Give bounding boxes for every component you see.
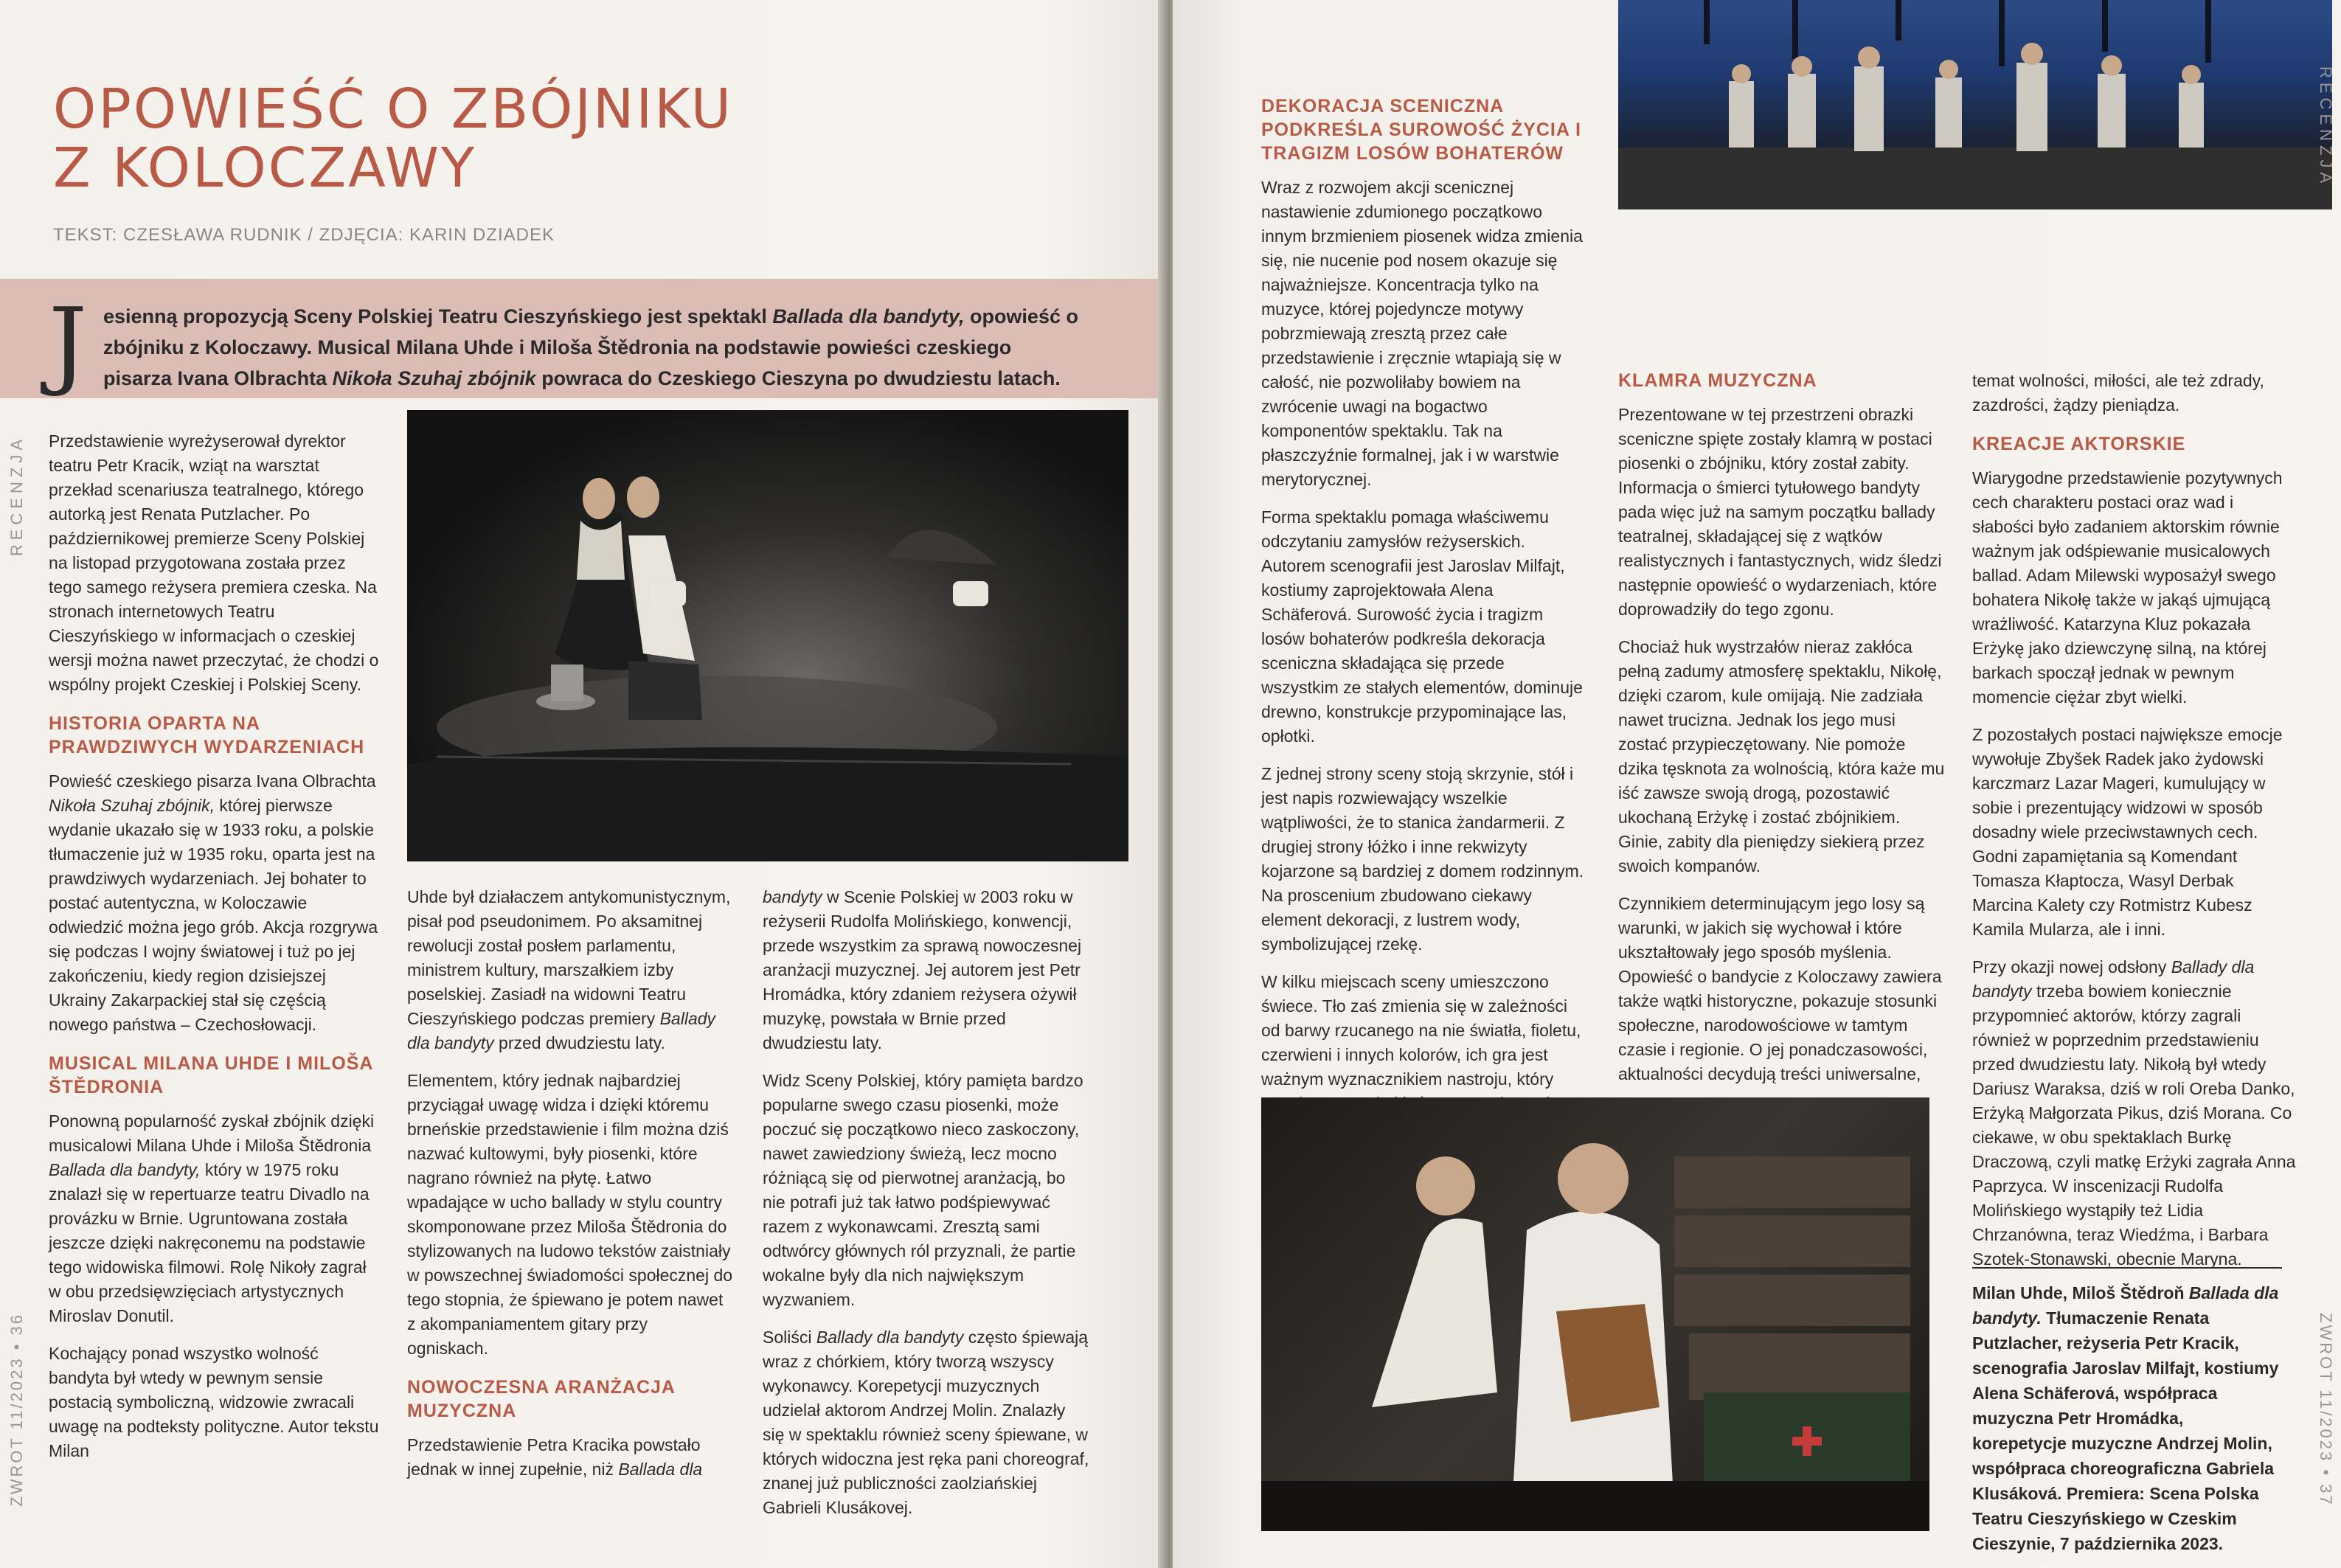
col4-p2: Forma spektaklu pomaga właściwemu odczytaniu zamysłów reżyserskich. Autorem scenografii jest Jaroslav Milfajt, kostiumy zaprojektowała Alena Schäferová. Surowość życia i tragizm losów bohaterów podkreśla dekoracja sceniczna składająca się przede wszystkim ze stałych elementów, dominuje drewno, konstrukcje przypominające las, opłotki. (1261, 507, 1583, 746)
col1-p2-a: Powieść czeskiego pisarza Ivana Olbrachta (49, 771, 376, 791)
col5-p3: Czynnikiem determinującym jego losy są warunki, w jakich się wychował i które ukształtowały jego sposób myślenia. Opowieść o bandycie z Koloczawy zawiera także wątki historyczne, pokazuje stosunki społeczne, narodowościowe w tamtym czasie i regionie. O jej ponadczasowości, aktualności decydują treści uniwersalne, (1618, 894, 1942, 1083)
lead-text-3: powraca do Czeskiego Cieszyna po dwudziestu latach. (535, 367, 1061, 389)
column-6 (1972, 369, 2297, 1285)
col2-p3-em: Ballada dla (618, 1460, 703, 1479)
stage-photo-ensemble (1618, 0, 2332, 209)
infobox-title-em: Ballada dla bandyty. (1972, 1283, 2279, 1328)
col3-p3-a: Soliści (763, 1328, 816, 1347)
column-5 (1618, 369, 1946, 1100)
column-3 (763, 885, 1090, 1533)
col5-p1: Prezentowane w tej przestrzeni obrazki sceniczne spięte zostały klamrą w postaci piosenki o zbójniku, który został zabity. Informacja o śmierci tytułowego bandyty pada więc już na samym początku ballady teatralnej, składającej się z wątków realistycznych i fantastycznych, widz śledzi następnie opowieść o wydarzeniach, które doprowadziły do tego zgonu. (1618, 405, 1942, 619)
infobox-details: Tłumaczenie Renata Putzlacher, reżyseria Petr Kracik, scenografia Jaroslav Milfajt, kostiumy Alena Schäferová, współpraca muzyczna Petr Hromádka, korepetycje muzyczne Andrzej Molin, współpraca choreograficzna Gabriela Klusáková. Premiera: Scena Polska Teatru Cieszyńskiego w Czeskim Cieszynie, 7 października 2023. (1972, 1308, 2279, 1553)
col3-p3-em: Ballady dla bandyty (816, 1328, 964, 1347)
column-1 (49, 429, 379, 1477)
col6-p4 (1972, 955, 2297, 1272)
col2-p1 (407, 885, 733, 1055)
folio-left: ZWROT 11/2023 • 36 (7, 1313, 26, 1507)
col1-p3 (49, 1109, 379, 1328)
stage-photo-couple (407, 410, 1128, 861)
drop-cap: J (49, 287, 88, 399)
col6-p4-em: Ballady dla bandyty (1972, 957, 2255, 1001)
col6-p4-a: Przy okazji nowej odsłony (1972, 957, 2171, 976)
col1-heading-1: HISTORIA OPARTA NA PRAWDZIWYCH WYDARZENIACH (49, 713, 365, 757)
lead-title-em: Ballada dla bandyty, (772, 305, 965, 327)
column-4 (1261, 94, 1586, 1154)
col1-p2 (49, 769, 379, 1037)
col6-p2: Wiarygodne przedstawienie pozytywnych cech charakteru postaci oraz wad i słabości było zadaniem aktorskim równie ważnym jak odśpiewanie musicalowych ballad. Adam Milewski wyposażył swego bohatera Nikołę także w jakąś ujmującą wrażliwość. Katarzyna Kluz pokazała Erżykę jako dziewczynę silną, na której barkach spoczął jednak w pewnym momencie ciężar zbyt wielki. (1972, 468, 2283, 707)
stage-photo-duo-art (1261, 1097, 1929, 1531)
col5-heading-1: KLAMRA MUZYCZNA (1618, 370, 1817, 391)
stage-photo-couple-art (407, 410, 1128, 861)
col1-heading-2: MUSICAL MILANA UHDE I MILOŠA ŠTĚDRONIA (49, 1053, 373, 1097)
folio-right: ZWROT 11/2023 • 37 (2317, 1313, 2335, 1507)
col4-p1: Wraz z rozwojem akcji scenicznej nastawienie zdumionego początkowo innym brzmieniem piosenek widza zmienia się, nie nucenie pod nosem okazuje się najważniejsze. Koncentracja tylko na muzyce, której pojedyncze motywy pobrzmiewają zresztą przez całe przedstawienie i zręcznie wtapiają się w całość, nie pozwoliłaby bowiem na zwrócenie uwagi na bogactwo komponentów spektaklu. Tak na płaszczyźnie formalnej, jak i w warstwie merytorycznej. (1261, 178, 1583, 489)
col6-heading-1: KREACJE AKTORSKIE (1972, 434, 2186, 454)
col1-p4: Kochający ponad wszystko wolność bandyta był wtedy w pewnym sensie postacią symboliczną, widzowie zwracali uwagę na podteksty polityczne. Autor tekstu Milan (49, 1344, 379, 1460)
col5-p2: Chociaż huk wystrzałów nieraz zakłóca pełną zadumy atmosferę spektaklu, Nikołę, dzięki czarom, kule omijają. Nie zadziała nawet trucizna. Jednak los jego musi zostać przypieczętowany. Nie pomoże dzika tęsknota za wolnością, która każe mu iść zawsze swoją drogą, pozostawić ukochaną Erżykę i zostać zbójnikiem. Ginie, zabity dla pieniędzy siekierą przez swoich kompanów. (1618, 637, 1945, 875)
col3-p1-em: bandyty (763, 887, 822, 906)
col6-p1: temat wolności, miłości, ale też zdrady, zazdrości, żądzy pieniądza. (1972, 371, 2264, 414)
col2-p1-a: Uhde był działaczem antykomunistycznym, pisał pod pseudonimem. Po aksamitnej rewolucji został posłem parlamentu, ministrem kultury, marszałkiem izby poselskiej. Zasiadł na widowni Teatru Cieszyńskiego podczas premiery (407, 887, 731, 1028)
col3-p2: Widz Sceny Polskiej, który pamięta bardzo popularne swego czasu piosenki, może poczuć się początkowo nieco zaskoczony, nawet zawiedziony świeżą, lecz mocno różniącą się od pierwotnej aranżacją, bo nie potrafi już tak łatwo podśpiewywać razem z wykonawcami. Zresztą sami odtwórcy głównych ról przyznali, że partie wokalne były dla nich największym wyzwaniem. (763, 1071, 1083, 1309)
lead-paragraph (103, 301, 1084, 394)
col1-p3-em: Ballada dla bandyty, (49, 1160, 201, 1179)
stage-photo-ensemble-art (1618, 0, 2332, 209)
col2-p3 (407, 1433, 733, 1482)
col2-p1-em: Ballady dla bandyty (407, 1009, 716, 1052)
infobox-authors: Milan Uhde, Miloš Štědroň (1972, 1283, 2189, 1302)
col3-p3 (763, 1325, 1090, 1520)
col3-p1 (763, 885, 1090, 1055)
lead-book-em: Nikoła Szuhaj zbójnik (332, 367, 536, 389)
section-label-right: RECENZJA (2317, 66, 2335, 188)
section-label-left: RECENZJA (7, 435, 26, 557)
col1-p2-b: której pierwsze wydanie ukazało się w 1933 roku, a polskie tłumaczenie już w 1935 roku, oparta jest na prawdziwych wydarzeniach. Jej bohater to postać autentyczna, w Koloczawie odwiedzić można jego grób. Akcja rozgrywa się podczas I wojny światowej i tuż po jej zakończeniu, kiedy region dzisiejszej Ukrainy Zakarpackiej stał się częścią nowego państwa – Czechosłowacji. (49, 796, 378, 1034)
article-credits: TEKST: CZESŁAWA RUDNIK / ZDJĘCIA: KARIN DZIADEK (53, 225, 555, 245)
lead-text-2: opowieść o zbójniku z Koloczawy. Musical Milana Uhde i Miloša Štědronia na podstawie powieści czeskiego pisarza Ivana Olbrachta (103, 305, 1078, 389)
col1-p1: Przedstawienie wyreżyserował dyrektor teatru Petr Kracik, wziąt na warsztat przekład scenariusza teatralnego, którego autorką jest Renata Putzlacher. Po październikowej premierze Sceny Polskiej na listopad przygotowana została przez tego samego reżysera premiera czeska. Na stronach internetowych Teatru Cieszyńskiego w informacjach o czeskiej wersji można nawet przeczytać, że chodzi o wspólny projekt Czeskiej i Polskiej Sceny. (49, 431, 379, 694)
col2-p2: Elementem, który jednak najbardziej przyciągał uwagę widza i dzięki któremu brneńskie przedstawienie i film można dziś nazwać kultowymi, były piosenki, które nagrano również na płytę. Łatwo wpadające w ucho ballady w stylu country skomponowane przez Miloša Štědronia do stylizowanych na ludowo tekstów zaistniały w powszechnej świadomości społecznej do tego stopnia, że śpiewano je potem nawet z akompaniamentem gitary przy ogniskach. (407, 1071, 733, 1358)
col4-p4: W kilku miejscach sceny umieszczono świece. Tło zaś zmienia się w zależności od barwy rzucanego na nie światła, fioletu, czerwieni i innych kolorów, ich gra jest ważnym wyznacznikiem nastroju, który (1261, 972, 1581, 1089)
left-page (0, 0, 1164, 1568)
col1-p3-b: który w 1975 roku znalazł się w repertuarze teatru Divadlo na provázku w Brnie. Ugruntowana została jeszcze dzięki nakręconemu na podstawie tego widowiska filmowi. Rolę Nikoły zagrał w obu przedsięwzięciach artystycznych Miroslav Donutil. (49, 1160, 370, 1325)
column-2 (407, 885, 733, 1495)
col1-p3-a: Ponowną popularność zyskał zbójnik dzięki musicalowi Milana Uhde i Miloša Štědronia (49, 1111, 375, 1155)
right-page (1173, 0, 2341, 1568)
col1-p2-em: Nikoła Szuhaj zbójnik, (49, 796, 215, 815)
col6-p4-b: trzeba bowiem koniecznie przypomnieć aktorów, którzy zagrali również w poprzednim przedstawieniu przed dwudziestu laty. Nikołą był wtedy Dariusz Waraksa, dziś w roli Oreba Danko, Erżyką Małgorzata Pikus, dziś Morana. Co ciekawe, w obu spektaklach Burkę Draczową, czyli matkę Erżyki zagrała Anna Paprzyca. W inscenizacji Rudolfa Molińskiego wystąpiły też Lidia Chrzanówna, teraz Wiedźma, i Barbara Szotek-Stonawski, obecnie Maryna. (1972, 982, 2296, 1269)
lead-text-1: esienną propozycją Sceny Polskiej Teatru Cieszyńskiego jest spektakl (103, 305, 773, 327)
col2-p1-b: przed dwudziestu laty. (493, 1033, 665, 1052)
col2-p3-a: Przedstawienie Petra Kracika powstało jednak w innej zupełnie, niż (407, 1435, 701, 1479)
stage-photo-duo (1261, 1097, 1929, 1531)
production-infobox (1972, 1267, 2282, 1556)
title-line-2: Z KOLOCZAWY (53, 136, 477, 200)
title-line-1: OPOWIEŚĆ O ZBÓJNIKU (53, 77, 733, 141)
article-title (53, 77, 733, 200)
col6-p3: Z pozostałych postaci największe emocje wywołuje Zbyšek Radek jako żydowski karczmarz Lazar Mageri, kumulujący w sobie i prezentujący widzowi w sposób dosadny wiele przeciwstawnych cech. Godni zapamiętania są Komendant Tomasza Kłaptocza, Wasyl Derbak Marcina Kalety czy Rotmistrz Kubesz Kamila Mularza, ale i inni. (1972, 725, 2283, 939)
col3-p3-b: często śpiewają wraz z chórkiem, który tworzą wszyscy wykonawcy. Korepetycji muzycznych udzielał aktorom Andrzej Molin. Znalazły się w spektaklu również sceny śpiewane, w których widoczna jest ręka pani choreograf, znanej już publiczności zaolziańskiej Gabrieli Klusákovej. (763, 1328, 1089, 1517)
col4-heading-1: DEKORACJA SCENICZNA PODKREŚLA SUROWOŚĆ ŻYCIA I TRAGIZM LOSÓW BOHATERÓW (1261, 96, 1581, 164)
col4-p3: Z jednej strony sceny stoją skrzynie, stół i jest napis rozwiewający wszelkie wątpliwości, że to stanica żandarmerii. Z drugiej strony łóżko i inne rekwizyty kojarzone są bardziej z domem rodzinnym. Na proscenium zbudowano ciekawy element dekoracji, z lustrem wody, symbolizującej rzekę. (1261, 764, 1584, 954)
col2-heading-1: NOWOCZESNA ARANŻACJA MUZYCZNA (407, 1377, 676, 1421)
col3-p1-b: w Scenie Polskiej w 2003 roku w reżyserii Rudolfa Molińskiego, konwencji, przede wszystkim za sprawą nowoczesnej aranżacji muzycznej. Jej autorem jest Petr Hromádka, który zdaniem reżysera ożywił muzykę, powstała w Brnie przed dwudziestu laty. (763, 887, 1082, 1052)
